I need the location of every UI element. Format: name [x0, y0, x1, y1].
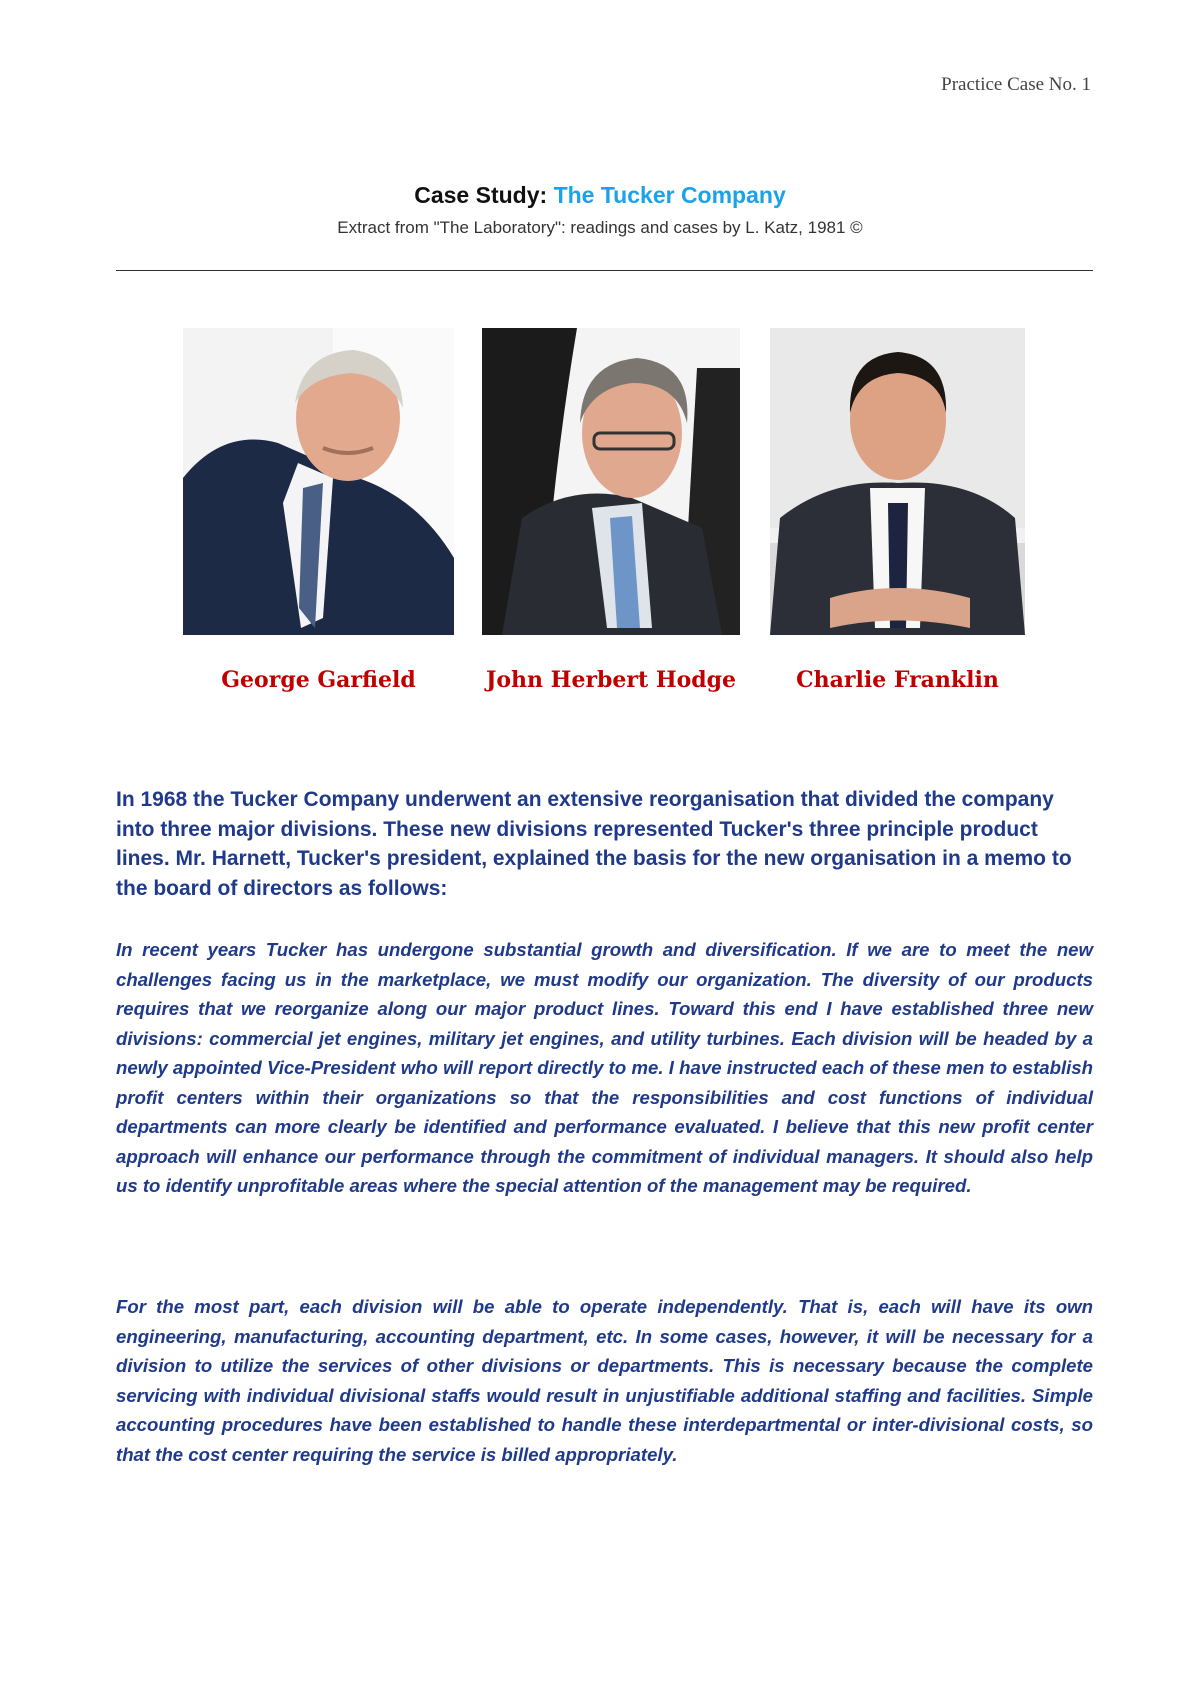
intro-text: In 1968 the Tucker Company underwent an extensive reorganisation that divided the company into three major divisions. These new divisions represented Tucker's three principle product lines. Mr. Harnett, Tucker's president, explained the basis for the new organisation in a memo to the board of directors as follows: [116, 788, 1072, 900]
company-name: The Tucker Company [553, 182, 786, 208]
portrait-photo-charlie-franklin [770, 328, 1025, 635]
memo-paragraph-2 [116, 1292, 1093, 1469]
title-prefix: Case Study: [414, 182, 554, 208]
portrait-photo-john-herbert-hodge [482, 328, 740, 635]
source-citation: Extract from "The Laboratory": readings and cases by L. Katz, 1981 © [337, 218, 863, 237]
case-study-title [0, 182, 1200, 209]
memo-text-2: For the most part, each division will be able to operate independently. That is, each will have its own engineering, manufacturing, accounting department, etc. In some cases, however, it will be necessary for a division to utilize the services of other divisions or departments. This is necessary because the complete servicing with individual divisional staffs would result in unjustifiable additional staffing and facilities. Simple accounting procedures have been established to handle these interdepartmental or inter-divisional costs, so that the cost center requiring the service is billed appropriately. [116, 1296, 1093, 1465]
memo-paragraph-1 [116, 935, 1093, 1201]
person-name-john-herbert-hodge: John Herbert Hodge [485, 667, 737, 693]
title-block [0, 182, 1200, 238]
intro-paragraph [116, 785, 1093, 903]
person-name-george-garfield: George Garfield [221, 667, 416, 693]
portrait-photo-george-garfield [183, 328, 454, 635]
person-name-charlie-franklin: Charlie Franklin [796, 667, 999, 693]
practice-case-label: Practice Case No. 1 [941, 74, 1091, 95]
memo-text-1: In recent years Tucker has undergone substantial growth and diversification. If we are to meet the new challenges facing us in the marketplace, we must modify our organization. The diversity of our products requires that we reorganize along our major product lines. Toward this end I have established three new divisions: commercial jet engines, military jet engines, and utility turbines. Each division will be headed by a newly appointed Vice-President who will report directly to me. I have instructed each of these men to establish profit centers within their organizations so that the responsibilities and cost functions of individual departments can more clearly be identified and performance evaluated. I believe that this new profit center approach will enhance our performance through the commitment of individual managers. It should also help us to identify unprofitable areas where the special attention of the management may be required. [116, 939, 1093, 1196]
title-divider [116, 270, 1093, 271]
